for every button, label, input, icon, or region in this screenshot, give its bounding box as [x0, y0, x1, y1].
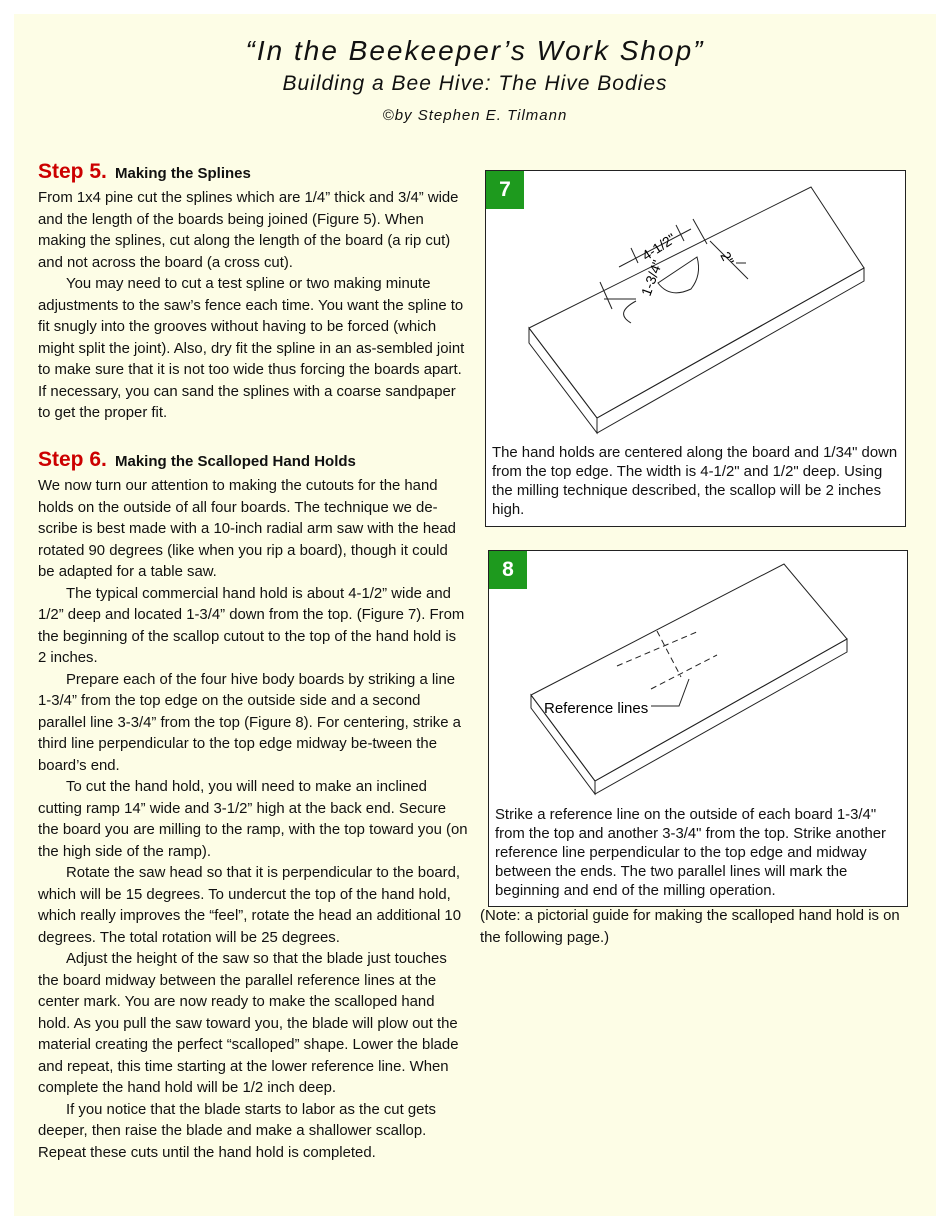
step6-paragraph: The typical commercial hand hold is about 4-1/2” wide and 1/2” deep and located 1-3/4” down from the top. (Figure 7). From the beginning of the scallop cutout to the top of the hand hold is 2 inches.	[38, 585, 465, 666]
extension-line	[600, 282, 612, 309]
figure-8-caption: Strike a reference line on the outside of each board 1-3/4" from the top and another 3-3/4" from the top. Strike another reference line perpendicular to the top edge and midway between the ends. The two parallel lines will mark the beginning and end of the milling operation.	[495, 807, 887, 899]
step5-title: Making the Splines	[115, 165, 251, 182]
reference-line	[657, 631, 681, 677]
step6-number: Step 6.	[38, 448, 107, 471]
reference-lines-label: Reference lines	[544, 700, 649, 717]
step6-paragraph: Adjust the height of the saw so that the blade just touches the board midway between the parallel reference lines at the center mark. You are now ready to make the scalloped hand hold. As you pull the saw toward you, the blade will plow out the material creating the perfect “scalloped” shape. Lower the blade and repeat, this time starting at the lower reference line. When complete the hand hold will be 1/2 inch deep.	[38, 951, 459, 1096]
extension-line	[693, 219, 707, 244]
board-top-face	[531, 564, 847, 781]
step5-paragraph: You may need to cut a test spline or two making minute adjustments to the saw’s fence each time. You want the spline to fit snugly into the grooves without having to be forced (which might split the joint). Also, dry fit the spline in an as-sembled joint to make sure that it is not too wide thus forcing the boards apart. If necessary, you can sand the splines with a coarse sandpaper to get the proper fit.	[38, 276, 465, 421]
reference-leader	[651, 679, 689, 706]
leader-arrow	[624, 301, 636, 323]
scallop-outline	[658, 257, 699, 293]
figure-7-number: 7	[486, 171, 524, 209]
dimension-width-label: 4-1/2"	[638, 230, 679, 264]
step6-title: Making the Scalloped Hand Holds	[115, 453, 356, 470]
reference-line	[651, 655, 717, 689]
step5-paragraph: From 1x4 pine cut the splines which are 1/4” thick and 3/4” wide and the length of the boards being joined (Figure 5). When making the splines, cut along the length of the board (a rip cut) and not across the board (a cross cut).	[38, 190, 459, 271]
figure-7-caption: The hand holds are centered along the board and 1/34" down from the top edge. The width is 4-1/2" and 1/2" deep. Using the milling technique described, the scallop will be 2 inches high.	[492, 445, 898, 518]
step6-paragraph: Rotate the saw head so that it is perpendicular to the board, which will be 15 degrees. To undercut the top of the hand hold, which really improves the “feel”, rotate the head an additional 10 degrees. The total rotation will be 25 degrees.	[38, 865, 461, 946]
author-byline: ©by Stephen E. Tilmann	[382, 107, 568, 124]
dimension-top-label: 1-3/4"	[637, 257, 666, 299]
reference-line	[617, 631, 699, 666]
step6-section	[38, 446, 468, 1164]
footnote: (Note: a pictorial guide for making the scalloped hand hold is on the following page.)	[480, 908, 900, 946]
step5-number: Step 5.	[38, 160, 107, 183]
step6-paragraph: Prepare each of the four hive body boards by striking a line 1-3/4” from the top edge on the outside side and a second parallel line 3-3/4” from the top (Figure 8). For centering, strike a third line perpendicular to the top edge midway be-tween the board’s end.	[38, 671, 461, 774]
extension-line	[631, 248, 638, 263]
figure-8-number: 8	[489, 551, 527, 589]
figure-7	[485, 170, 906, 527]
step6-paragraph: We now turn our attention to making the cutouts for the hand holds on the outside of all four boards. The technique we de-scribe is best made with a 10-inch radial arm saw with the head rotated 90 degrees (like when you rip a board), though it could be adapted for a table saw.	[38, 478, 456, 580]
step5-section	[38, 158, 468, 425]
board-top-face	[529, 187, 864, 418]
step6-paragraph: To cut the hand hold, you will need to make an inclined cutting ramp 14” wide and 3-1/2” high at the back end. Secure the board you are milling to the ramp, with the top toward you (on the high side of the ramp).	[38, 779, 468, 860]
figure-8	[488, 550, 908, 907]
dimension-height-label: 2"	[717, 248, 738, 268]
step6-paragraph: If you notice that the blade starts to labor as the cut gets deeper, then raise the blade and make a shallower scallop. Repeat these cuts until the hand hold is completed.	[38, 1101, 437, 1161]
step5-heading	[38, 158, 468, 188]
document-title: “In the Beekeeper’s Work Shop”	[245, 35, 705, 66]
document-subtitle: Building a Bee Hive: The Hive Bodies	[282, 72, 668, 95]
board-front-face	[529, 328, 597, 433]
document-header	[0, 34, 950, 124]
step6-heading	[38, 446, 468, 476]
